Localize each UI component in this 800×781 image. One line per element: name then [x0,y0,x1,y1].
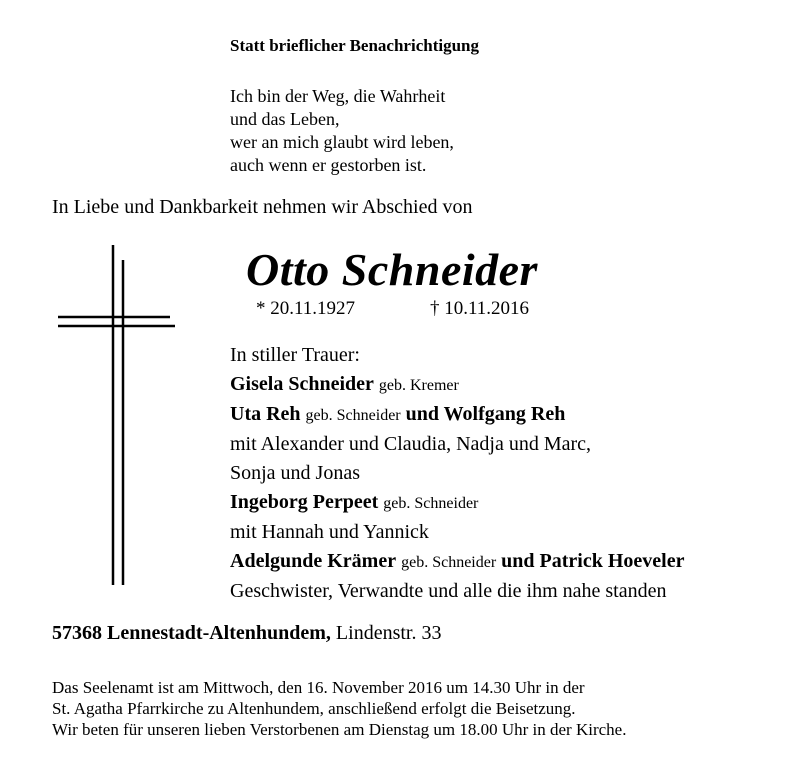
mourner-name: Gisela Schneider [230,373,374,395]
mourner-entry [230,547,684,577]
service-line: Wir beten für unseren lieben Verstorbenen am Dienstag um 18.00 Uhr in der Kirche. [52,720,627,739]
mourner-children: Sonja und Jonas [230,462,360,484]
mourner-partner: und Wolfgang Reh [405,403,566,425]
mourner-entry [230,370,684,400]
notice-header: Statt brieflicher Benachrichtigung [230,36,479,55]
mourner-others: Geschwister, Verwandte und alle die ihm nahe standen [230,580,667,602]
mourner-entry [230,488,684,518]
verse-line: Ich bin der Weg, die Wahrheit [230,86,446,106]
address-street: Lindenstr. 33 [335,622,442,644]
deceased-name: Otto Schneider [246,244,538,295]
mourners-list [230,341,684,606]
mourning-intro: In stiller Trauer: [230,344,360,366]
mourner-name: Uta Reh [230,403,301,425]
bible-verse [230,85,454,177]
death-date: † 10.11.2016 [430,298,530,319]
mourner-nee: geb. Schneider [383,495,479,512]
mourner-entry [230,400,684,430]
mourner-name: Adelgunde Krämer [230,550,397,572]
intro-text: In Liebe und Dankbarkeit nehmen wir Abschied von [52,196,473,218]
verse-line: auch wenn er gestorben ist. [230,155,427,175]
mourner-children: mit Hannah und Yannick [230,521,429,543]
mourner-nee: geb. Schneider [401,554,497,571]
verse-line: wer an mich glaubt wird leben, [230,132,454,152]
birth-date: * 20.11.1927 [256,298,356,319]
service-info [52,677,626,740]
address-city: 57368 Lennestadt-Altenhundem, [52,622,331,644]
cross-icon [55,245,180,585]
service-line: Das Seelenamt ist am Mittwoch, den 16. November 2016 um 14.30 Uhr in der [52,678,585,697]
mourner-name: Ingeborg Perpeet [230,491,379,513]
verse-line: und das Leben, [230,109,340,129]
mourner-partner: und Patrick Hoeveler [501,550,685,572]
address [52,622,441,645]
mourner-nee: geb. Schneider [305,407,401,424]
mourner-children: mit Alexander und Claudia, Nadja und Marc, [230,433,592,455]
service-line: St. Agatha Pfarrkirche zu Altenhundem, anschließend erfolgt die Beisetzung. [52,699,576,718]
mourner-nee: geb. Kremer [378,377,459,394]
